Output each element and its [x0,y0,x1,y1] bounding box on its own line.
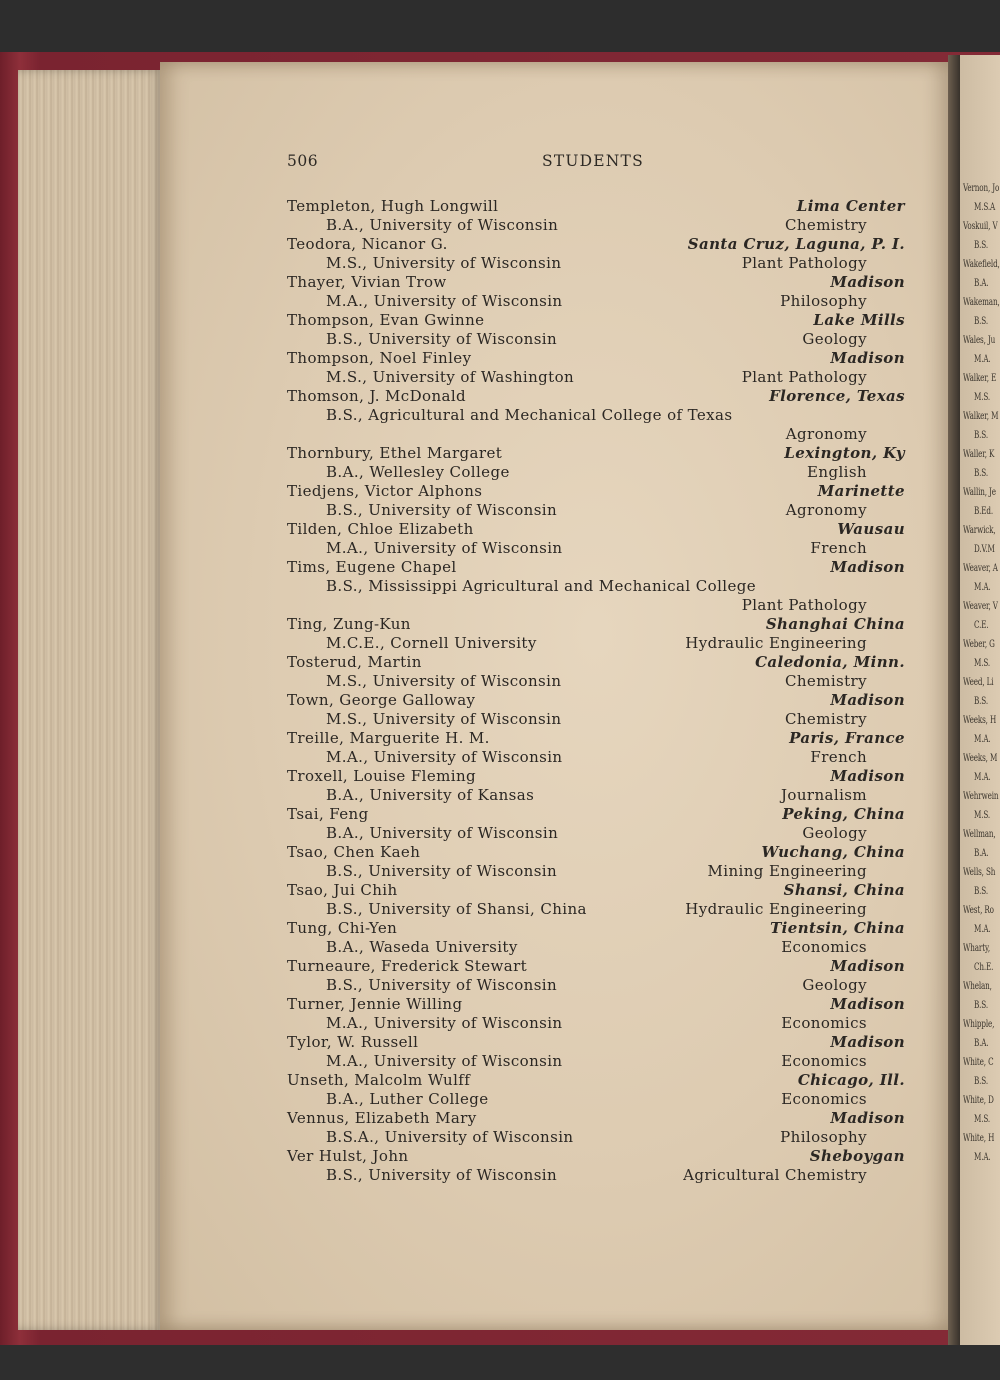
student-name: Tsao, Chen Kaeh [287,843,421,861]
student-degree: B.S.A., University of Wisconsin [326,1128,574,1146]
student-name: Tims, Eugene Chapel [287,558,457,576]
student-name: Tiedjens, Victor Alphons [287,482,483,500]
page-number: 506 [287,152,319,170]
student-hometown: Peking, China [782,805,905,823]
student-degree: B.S., Mississippi Agricultural and Mechanical College [326,577,757,595]
facing-page-fragment: Walker, E [963,373,997,384]
facing-page-fragment: Waller, K [963,449,995,460]
student-name: Thompson, Evan Gwinne [287,311,485,329]
student-degree: M.S., University of Wisconsin [326,672,562,690]
student-degree: B.A., Luther College [326,1090,489,1108]
facing-page-fragment: Walker, M [963,411,999,422]
facing-page-fragment: Voskuil, V [963,221,998,232]
facing-page-fragment: B.S. [974,430,988,441]
facing-page-fragment: Warwick, [963,525,996,536]
student-degree: B.S., University of Wisconsin [326,1166,558,1184]
student-degree: M.C.E., Cornell University [326,634,537,652]
student-name: Turneaure, Frederick Stewart [287,957,528,975]
student-name: Thornbury, Ethel Margaret [287,444,503,462]
facing-page-fragment: Weeks, M [963,753,998,764]
student-hometown: Lake Mills [813,311,905,329]
student-name: Tilden, Chloe Elizabeth [287,520,474,538]
facing-page-fragment: B.Ed. [974,506,994,517]
student-name: Tylor, W. Russell [287,1033,419,1051]
student-hometown: Wuchang, China [761,843,905,861]
student-name: Ting, Zung-Kun [287,615,411,633]
facing-page-fragment: Weeks, H [963,715,997,726]
student-name: Teodora, Nicanor G. [287,235,448,253]
background-bottom [0,1345,1000,1380]
student-degree: B.S., University of Wisconsin [326,862,558,880]
student-department: Journalism [781,786,867,804]
student-hometown: Chicago, Ill. [797,1071,905,1089]
student-department: Hydraulic Engineering [685,900,867,918]
facing-page-fragment: Whipple, [963,1019,995,1030]
student-degree: B.S., University of Shansi, China [326,900,587,918]
page-edges [18,70,163,1330]
student-hometown: Madison [830,1033,905,1051]
student-department: English [807,463,867,481]
student-name: Templeton, Hugh Longwill [287,197,499,215]
student-department: Chemistry [784,672,867,690]
facing-page-fragment: B.A. [974,1038,989,1049]
student-name: Tsao, Jui Chih [287,881,398,899]
facing-page-fragment: B.S. [974,240,988,251]
facing-page-fragment: White, H [963,1133,995,1144]
facing-page-fragment: C.E. [974,620,989,631]
student-department: Geology [802,976,867,994]
facing-page-fragment: Weber, G [963,639,995,650]
student-department: French [810,748,867,766]
student-degree: B.S., University of Wisconsin [326,976,558,994]
student-hometown: Madison [830,558,905,576]
student-hometown: Santa Cruz, Laguna, P. I. [687,235,905,253]
student-degree: M.S., University of Wisconsin [326,710,562,728]
student-department: Chemistry [784,710,867,728]
student-department: Mining Engineering [707,862,867,880]
facing-page-fragment: B.S. [974,468,988,479]
student-department: Plant Pathology [741,254,867,272]
student-hometown: Lima Center [796,197,905,215]
student-department: Philosophy [780,292,867,310]
facing-page-fragment: B.S. [974,1076,988,1087]
student-department: Economics [781,1052,867,1070]
student-name: Troxell, Louise Fleming [287,767,477,785]
running-title: STUDENTS [542,152,644,170]
student-hometown: Shanghai China [765,615,905,633]
facing-page-fragment: West, Ro [963,905,994,916]
facing-page-fragment: Wellman, [963,829,996,840]
background-top [0,0,1000,60]
student-name: Thayer, Vivian Trow [287,273,447,291]
facing-page-fragment: B.S. [974,696,988,707]
facing-page-fragment: M.S. [974,810,991,821]
student-department: Agricultural Chemistry [683,1166,867,1184]
student-degree: B.A., Waseda University [326,938,518,956]
student-department: Economics [781,1090,867,1108]
facing-page-fragment: M.S. [974,1114,991,1125]
student-hometown: Shansi, China [783,881,905,899]
facing-page-fragment: M.S.A [974,202,996,213]
student-degree: M.S., University of Wisconsin [326,254,562,272]
student-name: Tosterud, Martin [287,653,422,671]
student-department: Economics [781,938,867,956]
facing-page-fragment: Wells, Sh [963,867,996,878]
student-department: Agronomy [785,425,867,443]
student-degree: M.A., University of Wisconsin [326,292,563,310]
student-department: Philosophy [780,1128,867,1146]
facing-page-fragment: White, D [963,1095,994,1106]
student-name: Treille, Marguerite H. M. [287,729,490,747]
student-degree: B.A., University of Wisconsin [326,216,559,234]
facing-page-fragment: D.V.M [974,544,995,555]
student-department: Plant Pathology [741,596,867,614]
student-name: Tung, Chi-Yen [287,919,398,937]
student-name: Vennus, Elizabeth Mary [287,1109,477,1127]
facing-page-fragment: Weed, Li [963,677,994,688]
student-department: Economics [781,1014,867,1032]
student-name: Turner, Jennie Willing [287,995,463,1013]
facing-page-fragment: Wallin, Je [963,487,996,498]
student-name: Unseth, Malcolm Wulff [287,1071,471,1089]
student-department: Chemistry [784,216,867,234]
student-degree: B.A., University of Kansas [326,786,535,804]
student-hometown: Paris, France [789,729,905,747]
facing-page-fragment: B.A. [974,278,989,289]
facing-page-fragment: Weaver, V [963,601,998,612]
student-degree: B.S., University of Wisconsin [326,330,558,348]
student-hometown: Madison [830,691,905,709]
facing-page-fragment: M.S. [974,392,991,403]
student-hometown: Madison [830,995,905,1013]
student-degree: M.A., University of Wisconsin [326,1052,563,1070]
student-hometown: Caledonia, Minn. [755,653,905,671]
student-hometown: Wausau [837,520,905,538]
student-degree: M.A., University of Wisconsin [326,539,563,557]
student-hometown: Madison [830,349,905,367]
student-hometown: Madison [830,767,905,785]
student-hometown: Madison [830,1109,905,1127]
facing-page-fragment: Wakefield, [963,259,1000,270]
student-degree: M.A., University of Wisconsin [326,1014,563,1032]
student-hometown: Sheboygan [809,1147,905,1165]
facing-page-fragment: M.A. [974,1152,991,1163]
student-degree: B.S., Agricultural and Mechanical College of Texas [326,406,733,424]
facing-page-fragment: B.S. [974,316,988,327]
facing-page-fragment: Whelan, [963,981,992,992]
facing-page-fragment: M.A. [974,582,991,593]
facing-page-fragment: Wakeman, [963,297,1000,308]
facing-page-fragment: M.A. [974,734,991,745]
student-hometown: Lexington, Ky [784,444,905,462]
facing-page-fragment: Wales, Ju [963,335,996,346]
student-degree: M.S., University of Washington [326,368,575,386]
student-hometown: Tientsin, China [770,919,905,937]
student-degree: B.A., University of Wisconsin [326,824,559,842]
facing-page-fragment: Wehrwein [963,791,999,802]
facing-page-fragment: B.S. [974,1000,988,1011]
student-department: French [810,539,867,557]
facing-page-fragment: M.S. [974,658,991,669]
student-department: Hydraulic Engineering [685,634,867,652]
facing-page-fragment: Wharty, [963,943,991,954]
student-degree: M.A., University of Wisconsin [326,748,563,766]
student-name: Thomson, J. McDonald [287,387,467,405]
student-name: Tsai, Feng [287,805,369,823]
student-department: Agronomy [785,501,867,519]
student-department: Geology [802,330,867,348]
facing-page-fragment: Weaver, A [963,563,998,574]
student-name: Thompson, Noel Finley [287,349,472,367]
facing-page [960,55,1000,1345]
student-hometown: Madison [830,273,905,291]
student-hometown: Madison [830,957,905,975]
facing-page-fragment: Vernon, Jo [963,183,1000,194]
facing-page-fragment: M.A. [974,924,991,935]
student-degree: B.S., University of Wisconsin [326,501,558,519]
facing-page-fragment: Ch.E. [974,962,994,973]
facing-page-fragment: B.S. [974,886,988,897]
facing-page-fragment: M.A. [974,772,991,783]
student-name: Ver Hulst, John [287,1147,409,1165]
facing-page-fragment: White, C [963,1057,994,1068]
facing-page-fragment: B.A. [974,848,989,859]
student-hometown: Florence, Texas [769,387,905,405]
student-department: Geology [802,824,867,842]
student-name: Town, George Galloway [287,691,476,709]
facing-page-fragment: M.A. [974,354,991,365]
student-degree: B.A., Wellesley College [326,463,510,481]
student-department: Plant Pathology [741,368,867,386]
student-hometown: Marinette [817,482,905,500]
